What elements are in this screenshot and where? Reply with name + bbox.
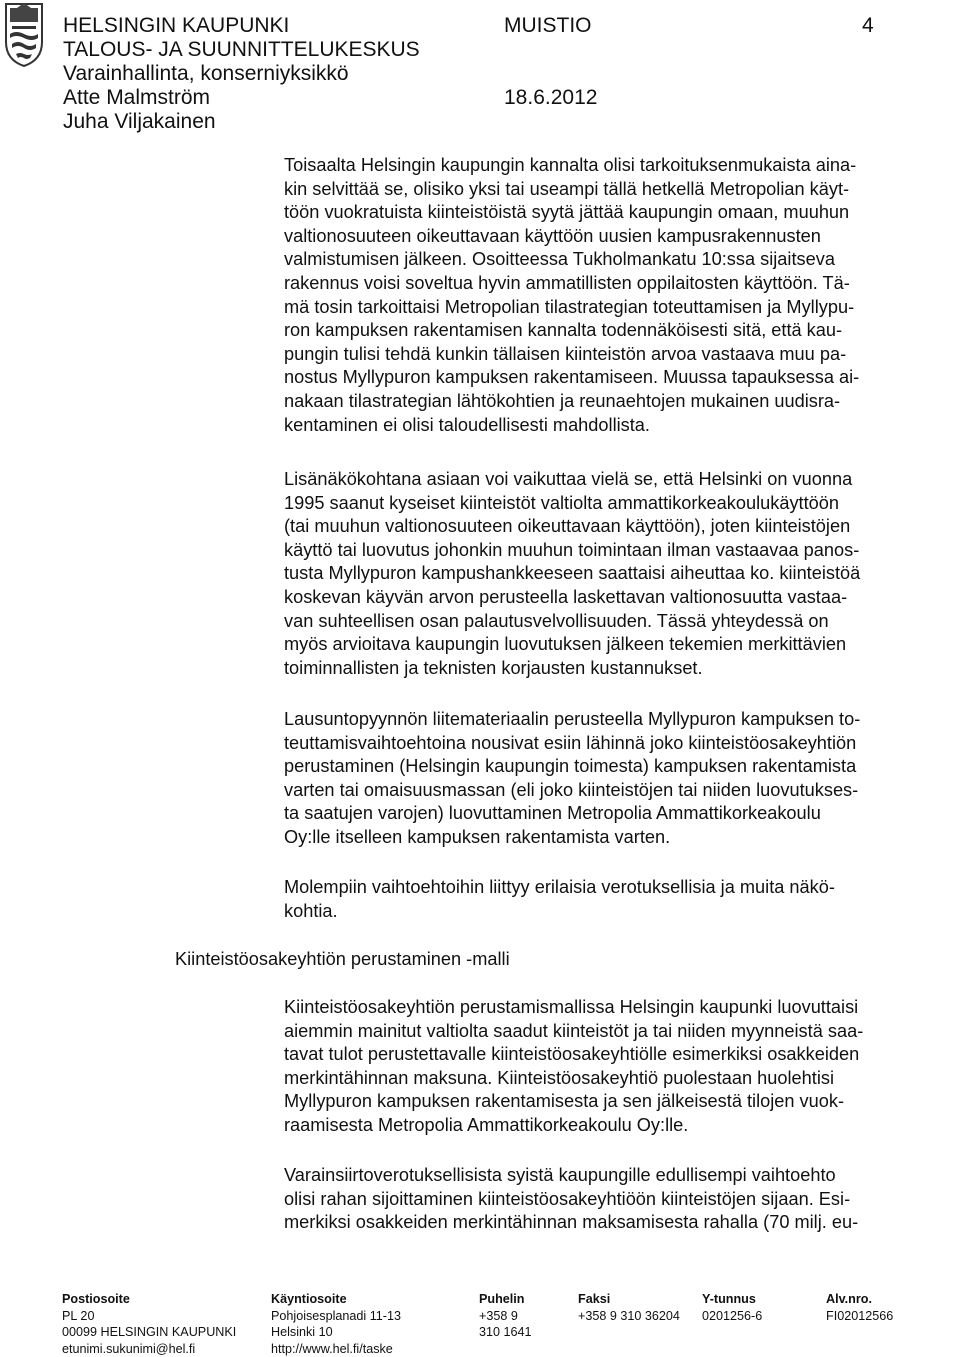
text-line: perustaminen (Helsingin kaupungin toimesta) kampuksen rakentamista — [284, 756, 857, 777]
text-line: myös arvioitava kaupungin luovutuksen jälkeen tekemien merkittävien — [284, 634, 847, 655]
text-line: Kiinteistöosakeyhtiön perustamismallissa Helsingin kaupunki luovuttaisi — [284, 997, 859, 1017]
text-line: kentaminen ei olisi taloudellisesti mahdollista. — [284, 414, 650, 435]
text-line: Oy:lle itselleen kampuksen rakentamista varten. — [284, 826, 671, 847]
text-line: tavat tulot perustettavalle kiinteistöosakeyhtiölle esimerkiksi osakkeiden — [284, 1044, 860, 1065]
footer-email[interactable]: etunimi.sukunimi@hel.fi — [62, 1341, 196, 1356]
text-line: ron kampuksen rakentamisen kannalta todennäköisesti sitä, että kau- — [284, 320, 843, 341]
text-line: toiminnallisten ja teknisten korjausten kustannukset. — [284, 657, 703, 678]
footer-text: PL 20 — [62, 1308, 95, 1323]
text-line: varten tai omaisuusmassan (eli joko kiinteistöjen tai niiden luovutukses- — [284, 779, 859, 800]
footer-vat-column — [826, 1291, 893, 1324]
text-line: käyttö tai luovutus johonkin muuhun toimintaan ilman vastaavaa panos- — [284, 539, 860, 560]
text-line: merkintähinnan maksuna. Kiinteistöosakeyhtiö puolestaan huolehtisi — [284, 1067, 835, 1088]
paragraph-3 — [284, 708, 944, 850]
text-line: pungin tulisi tehdä kunkin tällaisen kiinteistön arvoa vastaava muu pa- — [284, 343, 847, 364]
page-number: 4 — [862, 14, 874, 37]
footer-business-id-column — [702, 1291, 762, 1324]
footer-text: +358 9 — [479, 1308, 518, 1323]
text-line: 1995 saanut kyseiset kiinteistöt valtiolta ammattikorkeakoulukäyttöön — [284, 492, 840, 513]
footer-postal-column — [62, 1291, 236, 1357]
text-line: aiemmin mainitut valtiolta saadut kiinteistöt ja tai niiden myynneistä saa- — [284, 1020, 864, 1041]
header-org: HELSINGIN KAUPUNKI — [63, 14, 290, 37]
footer-text: 310 1641 — [479, 1325, 532, 1339]
text-line: tusta Myllypuron kampushankkeeseen saattaisi aiheuttaa ko. kiinteistöä — [284, 563, 861, 584]
paragraph-6 — [284, 1164, 944, 1235]
text-line: Toisaalta Helsingin kaupungin kannalta olisi tarkoituksenmukaista aina- — [284, 155, 857, 175]
footer-text: 0201256-6 — [702, 1308, 763, 1323]
text-line: kohtia. — [284, 900, 338, 921]
text-line: mä tosin tarkoittaisi Metropolian tilastrategian toteuttamisen ja Myllypu- — [284, 296, 855, 317]
text-line: Lisänäkökohtana asiaan voi vaikuttaa vielä se, että Helsinki on vuonna — [284, 469, 853, 489]
header-unit: Varainhallinta, konserniyksikkö — [63, 62, 349, 85]
text-line: olisi rahan sijoittaminen kiinteistöosakeyhtiöön kiinteistöjen sijaan. Esi- — [284, 1188, 851, 1209]
text-line: valmistumisen jälkeen. Osoitteessa Tukholmankatu 10:ssa sijaitseva — [284, 249, 835, 270]
text-line: ta saatujen varojen) luovuttaminen Metropolia Ammattikorkeakoulu — [284, 803, 821, 824]
text-line: van suhteellisen osan palautusvelvollisuuden. Tässä yhteydessä on — [284, 610, 829, 631]
text-line: merkiksi osakkeiden merkintähinnan maksamisesta rahalla (70 milj. eu- — [284, 1212, 859, 1233]
city-coat-of-arms-logo — [2, 2, 46, 68]
footer-phone-column — [479, 1291, 532, 1341]
text-line: kin selvittää se, olisiko yksi tai useampi tällä hetkellä Metropolian käyt- — [284, 178, 850, 199]
text-line: valtionosuuteen oikeuttavaan käyttöön uusien kampusrakennusten — [284, 225, 821, 246]
paragraph-1 — [284, 154, 944, 437]
text-line: koskevan käyvän arvon perusteella laskettavan valtionosuutta vastaa- — [284, 586, 848, 607]
footer-visiting-column — [271, 1291, 401, 1357]
footer-text: FI02012566 — [826, 1308, 894, 1323]
text-line: raamisesta Metropolia Ammattikorkeakoulu Oy:lle. — [284, 1114, 689, 1135]
header-date: 18.6.2012 — [504, 86, 598, 109]
text-line: nakaan tilastrategian lähtökohtien ja reunaehtojen mukainen uudisra- — [284, 390, 841, 411]
footer-heading: Faksi — [578, 1292, 611, 1306]
paragraph-5 — [284, 996, 944, 1138]
text-line: Myllypuron kampuksen rakentamisesta ja sen jälkeisestä tilojen vuok- — [284, 1091, 845, 1112]
header-department: TALOUS- JA SUUNNITTELUKESKUS — [63, 38, 420, 61]
footer-text: Pohjoisesplanadi 11-13 — [271, 1308, 401, 1323]
text-line: töön vuokratuista kiinteistöistä syytä jättää kaupungin omaan, muuhun — [284, 202, 850, 223]
text-line: teuttamisvaihtoehtoina nousivat esiin lähinnä joko kiinteistöosakeyhtiön — [284, 732, 857, 753]
footer-text: +358 9 310 36204 — [578, 1308, 680, 1323]
header-doc-type: MUISTIO — [504, 14, 592, 37]
header-author-2: Juha Viljakainen — [63, 110, 216, 133]
footer-text: 00099 HELSINGIN KAUPUNKI — [62, 1325, 237, 1339]
section-side-heading: Kiinteistöosakeyhtiön perustaminen -malli — [175, 949, 510, 969]
text-line: Molempiin vaihtoehtoihin liittyy erilaisia verotuksellisia ja muita näkö- — [284, 877, 835, 897]
footer-website-link[interactable]: http://www.hel.fi/taske — [271, 1341, 393, 1356]
footer-heading: Y-tunnus — [702, 1292, 756, 1306]
paragraph-2 — [284, 468, 944, 680]
footer-heading: Käyntiosoite — [271, 1292, 347, 1306]
footer-heading: Puhelin — [479, 1292, 525, 1306]
header-author-1: Atte Malmström — [63, 86, 211, 109]
text-line: Lausuntopyynnön liitemateriaalin perusteella Myllypuron kampuksen to- — [284, 709, 861, 729]
text-line: Varainsiirtoverotuksellisista syistä kaupungille edullisempi vaihtoehto — [284, 1165, 836, 1185]
footer-heading: Postiosoite — [62, 1292, 130, 1306]
footer-fax-column — [578, 1291, 680, 1324]
text-line: rakennus voisi soveltua hyvin ammatillisten oppilaitosten käyttöön. Tä- — [284, 272, 850, 293]
text-line: (tai muuhun valtionosuuteen oikeuttavaan käyttöön), joten kiinteistöjen — [284, 516, 851, 537]
footer-heading: Alv.nro. — [826, 1292, 872, 1306]
footer-text: Helsinki 10 — [271, 1325, 333, 1339]
paragraph-4 — [284, 876, 944, 923]
text-line: nostus Myllypuron kampuksen rakentamiseen. Muussa tapauksessa ai- — [284, 367, 860, 388]
